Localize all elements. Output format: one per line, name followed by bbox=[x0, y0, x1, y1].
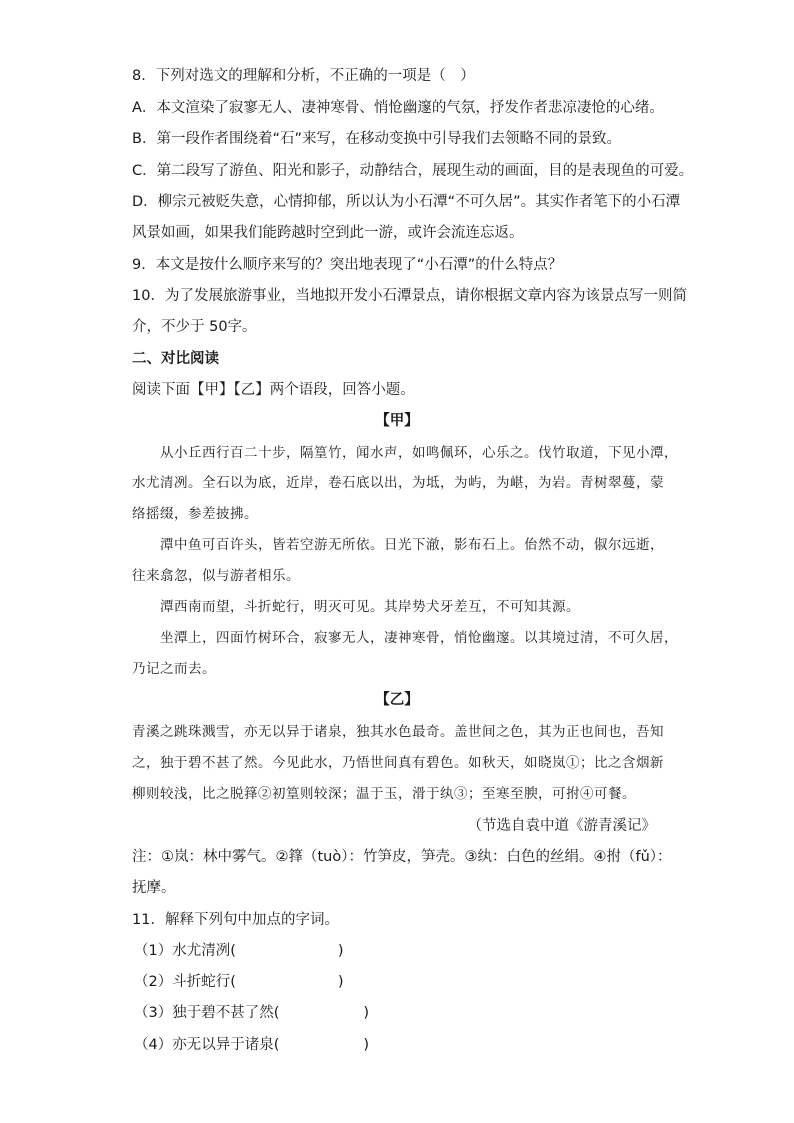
question-11-item-3 bbox=[134, 1003, 369, 1023]
item-close: ) bbox=[337, 974, 344, 990]
question-9: 9．本文是按什么顺序来写的？突出地表现了“小石潭”的什么特点？ bbox=[132, 257, 563, 273]
item-text: （1）水尤清冽( bbox=[134, 943, 236, 959]
question-8-option-d-line2: 风景如画，如果我们能跨越时空到此一游，或许会流连忘返。 bbox=[132, 225, 524, 241]
passage-yi-line: 青溪之跳珠溅雪，亦无以异于诸泉，独其水色最奇。盖世间之色，其为正也间也，吾知 bbox=[132, 724, 664, 740]
question-8-option-c: C．第二段写了游鱼、阳光和影子，动静结合，展现生动的画面，目的是表现鱼的可爱。 bbox=[132, 163, 694, 179]
item-close: ) bbox=[363, 1037, 370, 1053]
passage-jia-line: 往来翕忽，似与游者相乐。 bbox=[132, 568, 300, 584]
passage-jia-line: 水尤清冽。全石以为底，近岸，卷石底以出，为坻，为屿，为嵁，为岩。青树翠蔓，蒙 bbox=[132, 475, 664, 491]
item-text: （2）斗折蛇行( bbox=[134, 974, 236, 990]
passage-jia-line: 坐潭上，四面竹树环合，寂寥无人，凄神寒骨，悄怆幽邃。以其境过清，不可久居， bbox=[160, 630, 678, 646]
item-text: （4）亦无以异于诸泉( bbox=[134, 1037, 280, 1053]
question-11-item-2 bbox=[134, 972, 344, 992]
passage-yi-source: （节选自袁中道《游青溪记》 bbox=[467, 818, 656, 834]
section-heading: 二、对比阅读 bbox=[132, 351, 219, 367]
question-8-option-b: B．第一段作者围绕着“石”来写，在移动变换中引导我们去领略不同的景致。 bbox=[132, 131, 621, 147]
question-8-option-d-line1: D．柳宗元被贬失意，心情抑郁，所以认为小石潭“不可久居”。其实作者笔下的小石潭 bbox=[132, 194, 681, 210]
question-11: 11．解释下列句中加点的字词。 bbox=[132, 912, 339, 928]
item-text: （3）独于碧不甚了然( bbox=[134, 1005, 280, 1021]
notes-line1: 注：①岚：林中雾气。②箨（tuò）：竹笋皮，笋壳。③纨：白色的丝绢。④拊（fǔ）： bbox=[132, 849, 672, 865]
passage-jia-line: 乃记之而去。 bbox=[132, 661, 216, 677]
section-instruction: 阅读下面【甲】【乙】两个语段，回答小题。 bbox=[132, 382, 415, 398]
passage-jia-title: 【甲】 bbox=[375, 413, 419, 429]
item-close: ) bbox=[363, 1005, 370, 1021]
question-11-item-1 bbox=[134, 941, 344, 961]
passage-yi-title: 【乙】 bbox=[375, 692, 419, 708]
passage-jia-line: 潭中鱼可百许头，皆若空游无所依。日光下澈，影布石上。佁然不动，俶尔远逝， bbox=[160, 537, 664, 553]
notes-line2: 抚摩。 bbox=[132, 880, 176, 896]
question-11-item-4 bbox=[134, 1035, 369, 1055]
passage-yi-line: 柳则较浅，比之脱箨②初篁则较深；温于玉，滑于纨③；至寒至腴，可拊④可餐。 bbox=[132, 786, 636, 802]
passage-jia-line: 从小丘西行百二十步，隔篁竹，闻水声，如鸣佩环，心乐之。伐竹取道，下见小潭， bbox=[160, 445, 678, 461]
question-8: 8．下列对选文的理解和分析，不正确的一项是（ ） bbox=[132, 68, 475, 84]
question-10-line2: 介，不少于 50字。 bbox=[132, 319, 257, 335]
passage-jia-line: 络摇缀，参差披拂。 bbox=[132, 506, 258, 522]
question-8-option-a: A．本文渲染了寂寥无人、凄神寒骨、悄怆幽邃的气氛，抒发作者悲凉凄怆的心绪。 bbox=[132, 100, 664, 116]
passage-yi-line: 之，独于碧不甚了然。今见此水，乃悟世间真有碧色。如秋天，如晓岚①；比之含烟新 bbox=[132, 755, 664, 771]
item-close: ) bbox=[337, 943, 344, 959]
passage-jia-line: 潭西南而望，斗折蛇行，明灭可见。其岸势犬牙差互，不可知其源。 bbox=[160, 599, 580, 615]
question-10-line1: 10．为了发展旅游事业，当地拟开发小石潭景点，请你根据文章内容为该景点写一则简 bbox=[132, 288, 687, 304]
